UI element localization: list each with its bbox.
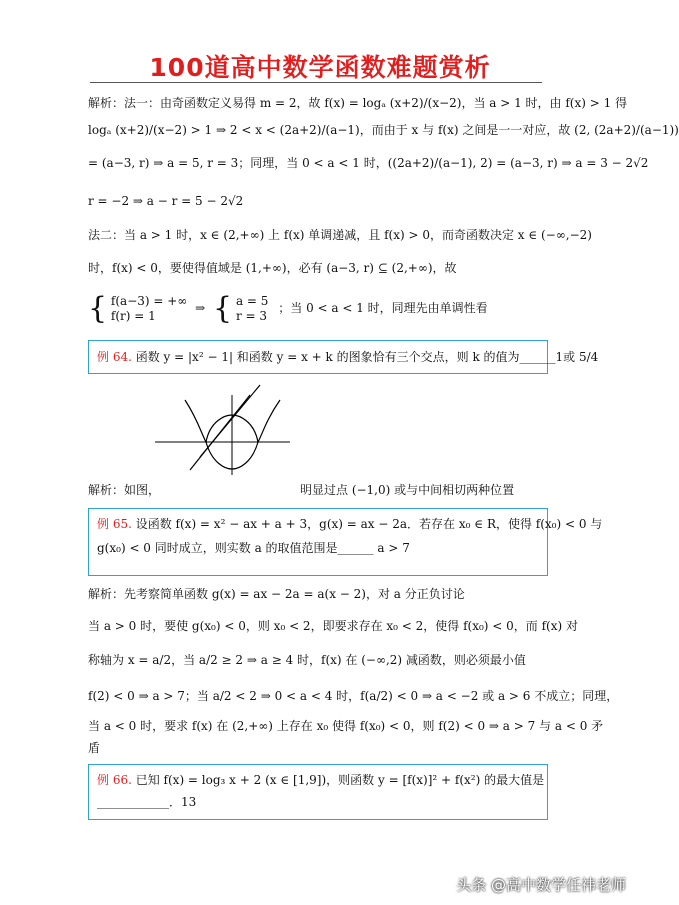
example-text: 已知 f(x) = log₃ x + 2 (x ∈ [1,9])，则函数 y = [f(x)]² + f(x²) 的最大值是	[135, 773, 545, 787]
system-eq: a = 5	[235, 293, 269, 308]
solution-line: 解析：先考察简单函数 g(x) = ax − 2a = a(x − 2)，对 a 分正负讨论	[88, 587, 465, 601]
solution-line: 时，f(x) < 0，要使得值域是 (1,+∞)，必有 (a−3, r) ⊆ (2,+∞)，故	[88, 261, 457, 275]
solution-line: f(2) < 0 ⇒ a > 7；当 a/2 < 2 ⇒ 0 < a < 4 时，f(a/2) < 0 ⇒ a < −2 或 a > 6 不成立；同理，	[88, 689, 619, 703]
solution-line: 当 a < 0 时，要求 f(x) 在 (2,+∞) 上存在 x₀ 使得 f(x₀) < 0，则 f(2) < 0 ⇒ a > 7 与 a < 0 矛	[88, 719, 604, 733]
solution-line: 法二：当 a > 1 时，x ∈ (2,+∞) 上 f(x) 单调递减，且 f(x) > 0，而奇函数决定 x ∈ (−∞,−2)	[88, 228, 592, 242]
example-number: 例 66.	[97, 773, 132, 787]
equation-system: { f(a−3) = +∞ f(r) = 1 ⇒ { a = 5 r = 3 ；当 0 < a < 1 时，同理先由单调性看	[88, 290, 488, 326]
example-text: ____________．13	[97, 795, 197, 809]
example-box-64	[88, 340, 599, 374]
page-title: 100道高中数学函数难题赏析	[149, 53, 491, 82]
system-eq: r = 3	[235, 308, 268, 323]
title-divider	[90, 82, 542, 83]
system-right	[236, 294, 268, 324]
solution-line: 称轴为 x = a/2，当 a/2 ≥ 2 ⇒ a ≥ 4 时，f(x) 在 (−∞,2) 减函数，则必须最小值	[88, 653, 526, 667]
example-text: 设函数 f(x) = x² − ax + a + 3，g(x) = ax − 2a．若存在 x₀ ∈ R，使得 f(x₀) < 0 与	[135, 517, 603, 531]
solution-line: 盾	[88, 741, 101, 755]
left-brace: {	[88, 290, 108, 326]
solution-line: = (a−3, r) ⇒ a = 5, r = 3；同理，当 0 < a < 1 时，((2a+2)/(a−1), 2) = (a−3, r) ⇒ a = 3 − 2√2	[88, 156, 649, 170]
solution-line: r = −2 ⇒ a − r = 5 − 2√2	[88, 194, 244, 208]
solution-line: 解析：法一：由奇函数定义易得 m = 2，故 f(x) = logₐ (x+2)/(x−2)，当 a > 1 时，由 f(x) > 1 得	[88, 96, 628, 110]
example-box-65	[88, 508, 603, 576]
system-left	[111, 294, 187, 324]
example-text: g(x₀) < 0 同时成立，则实数 a 的取值范围是______ a > 7	[97, 541, 410, 555]
example-number: 例 65.	[97, 517, 132, 531]
system-eq: f(a−3) = +∞	[110, 293, 188, 308]
solution-line: 当 a > 0 时，要使 g(x₀) < 0，则 x₀ < 2，即要求存在 x₀ < 2，使得 f(x₀) < 0，而 f(x) 对	[88, 619, 578, 633]
graph-figure	[150, 395, 290, 475]
through-point-line	[200, 385, 260, 457]
watermark: 头条 @高中数学任祎老师	[456, 876, 626, 894]
example-box-66	[88, 764, 548, 820]
example-text: 函数 y = |x² − 1| 和函数 y = x + k 的图象恰有三个交点，则 k 的值为______1或 5/4	[135, 350, 599, 364]
solution-line: 明显过点 (−1,0) 或与中间相切两种位置	[300, 483, 515, 497]
solution-line: logₐ (x+2)/(x−2) > 1 ⇒ 2 < x < (2a+2)/(a−1)，而由于 x 与 f(x) 之间是一一对应，故 (2, (2a+2)/(a−1))	[88, 123, 679, 137]
system-eq: f(r) = 1	[110, 308, 156, 323]
left-brace: {	[213, 290, 233, 326]
example-number: 例 64.	[97, 350, 132, 364]
solution-line: 解析：如图，	[88, 483, 161, 497]
